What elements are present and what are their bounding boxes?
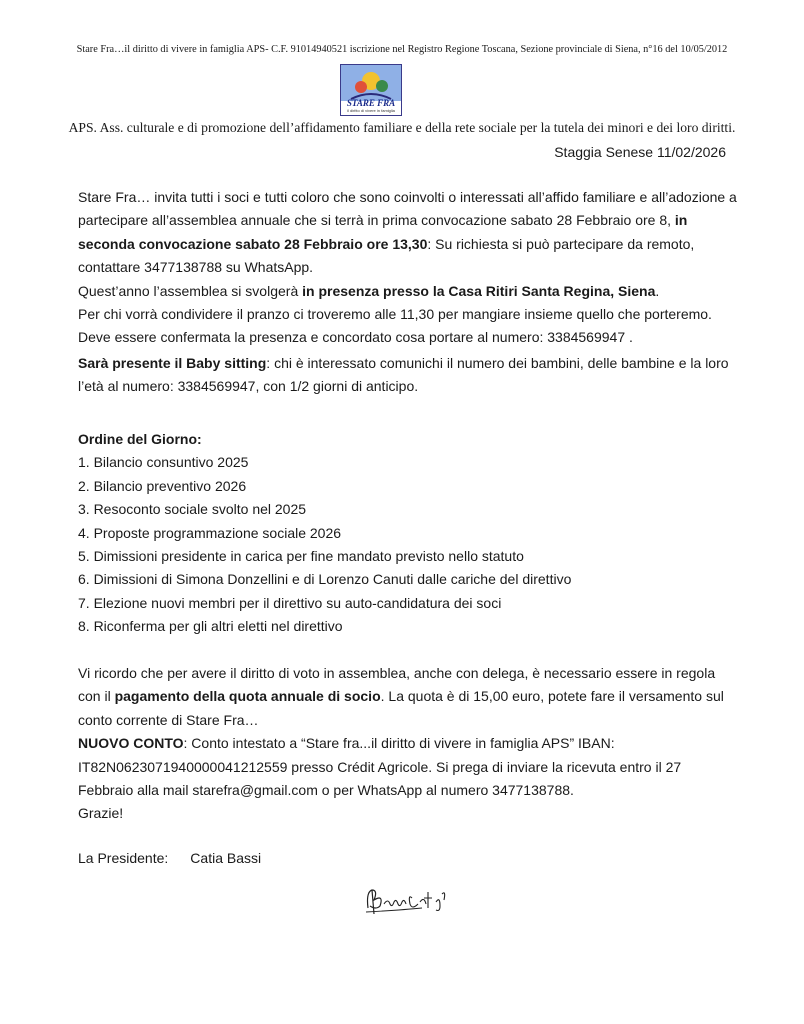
invitation-paragraph <box>78 186 738 280</box>
agenda <box>78 428 738 639</box>
agenda-item: 7. Elezione nuovi membri per il direttivo su auto-candidatura dei soci <box>78 594 502 611</box>
second-convocation: in seconda convocazione sabato 28 Febbraio ore 13,30 <box>78 212 688 252</box>
agenda-item: 1. Bilancio consuntivo 2025 <box>78 454 249 471</box>
logo-title: STARE FRA <box>346 98 396 108</box>
association-logo <box>340 64 402 116</box>
agenda-item: 2. Bilancio preventivo 2026 <box>78 477 247 494</box>
president-name: Catia Bassi <box>190 850 262 866</box>
confirm-paragraph: Deve essere confermata la presenza e concordato cosa portare al numero: 3384569947 . <box>78 329 633 346</box>
agenda-item: 5. Dimissioni presidente in carica per fine mandato previsto nello statuto <box>78 548 524 565</box>
invitation-body <box>78 186 738 399</box>
agenda-title: Ordine del Giorno: <box>78 431 202 447</box>
babysitting-text: : chi è interessato comunichi il numero dei bambini, delle bambine e la loro l’età al numero: 3384569947, con 1/2 giorni di anticipo. <box>78 354 729 395</box>
payment-section <box>78 662 738 826</box>
account-details: : Conto intestato a “Stare fra...il diritto di vivere in famiglia APS” IBAN: IT82N0623071940000041212559 presso Crédit Agricole. Si prega di inviare la ricevuta entro il 27 Febbraio alla mail starefra@gmail.com o per WhatsApp al numero 3477138788. <box>78 735 682 799</box>
membership-fee: pagamento della quota annuale di socio <box>114 688 381 705</box>
agenda-item: 8. Riconferma per gli altri eletti nel direttivo <box>78 618 343 635</box>
logo-subtitle: il diritto di vivere in famiglia <box>347 108 395 113</box>
lunch-paragraph: Per chi vorrà condividere il pranzo ci troveremo alle 11,30 per mangiare insieme quello che porteremo. <box>78 306 712 323</box>
handwritten-signature <box>362 880 462 920</box>
signoff <box>78 850 261 866</box>
account-paragraph <box>78 732 738 802</box>
location-period: . <box>655 282 660 299</box>
babysitting-label: Sarà presente il Baby sitting <box>78 354 267 371</box>
payment-details: . La quota è di 15,00 euro, potete fare il versamento sul conto corrente di Stare Fra… <box>78 688 724 728</box>
location-paragraph <box>78 280 738 303</box>
payment-lead: Vi ricordo che per avere il diritto di voto in assemblea, anche con delega, è necessario essere in regola con il <box>78 665 716 705</box>
agenda-item: 6. Dimissioni di Simona Donzellini e di Lorenzo Canuti dalle cariche del direttivo <box>78 571 572 588</box>
intro-remote-text: : Su richiesta si può partecipare da remoto, contattare 3477138788 su WhatsApp. <box>78 235 695 276</box>
location-venue: in presenza presso la Casa Ritiri Santa Regina, Siena <box>302 282 656 299</box>
association-description: APS. Ass. culturale e di promozione dell’affidamento familiare e della rete sociale per la tutela dei minori e dei loro diritti. <box>68 120 736 135</box>
registry-header: Stare Fra…il diritto di vivere in famiglia APS- C.F. 91014940521 iscrizione nel Registro Regione Toscana, Sezione provinciale di Siena, n°16 del 10/05/2012 <box>76 44 728 55</box>
location-lead: Quest’anno l’assemblea si svolgerà <box>78 282 299 299</box>
new-account-label: NUOVO CONTO <box>78 735 184 752</box>
president-role: La Presidente: <box>78 850 169 866</box>
intro-text: Stare Fra… invita tutti i soci e tutti coloro che sono coinvolti o interessati all’affido familiare e all’adozione a partecipare all’assemblea annuale che si terrà in prima convocazione sabato 28 Febbraio ore 8, <box>78 189 737 229</box>
babysitting-paragraph <box>78 352 738 399</box>
thanks: Grazie! <box>78 805 124 822</box>
agenda-item: 3. Resoconto sociale svolto nel 2025 <box>78 501 307 518</box>
payment-paragraph <box>78 662 738 732</box>
agenda-item: 4. Proposte programmazione sociale 2026 <box>78 524 342 541</box>
place-date: Staggia Senese 11/02/2026 <box>554 144 726 160</box>
